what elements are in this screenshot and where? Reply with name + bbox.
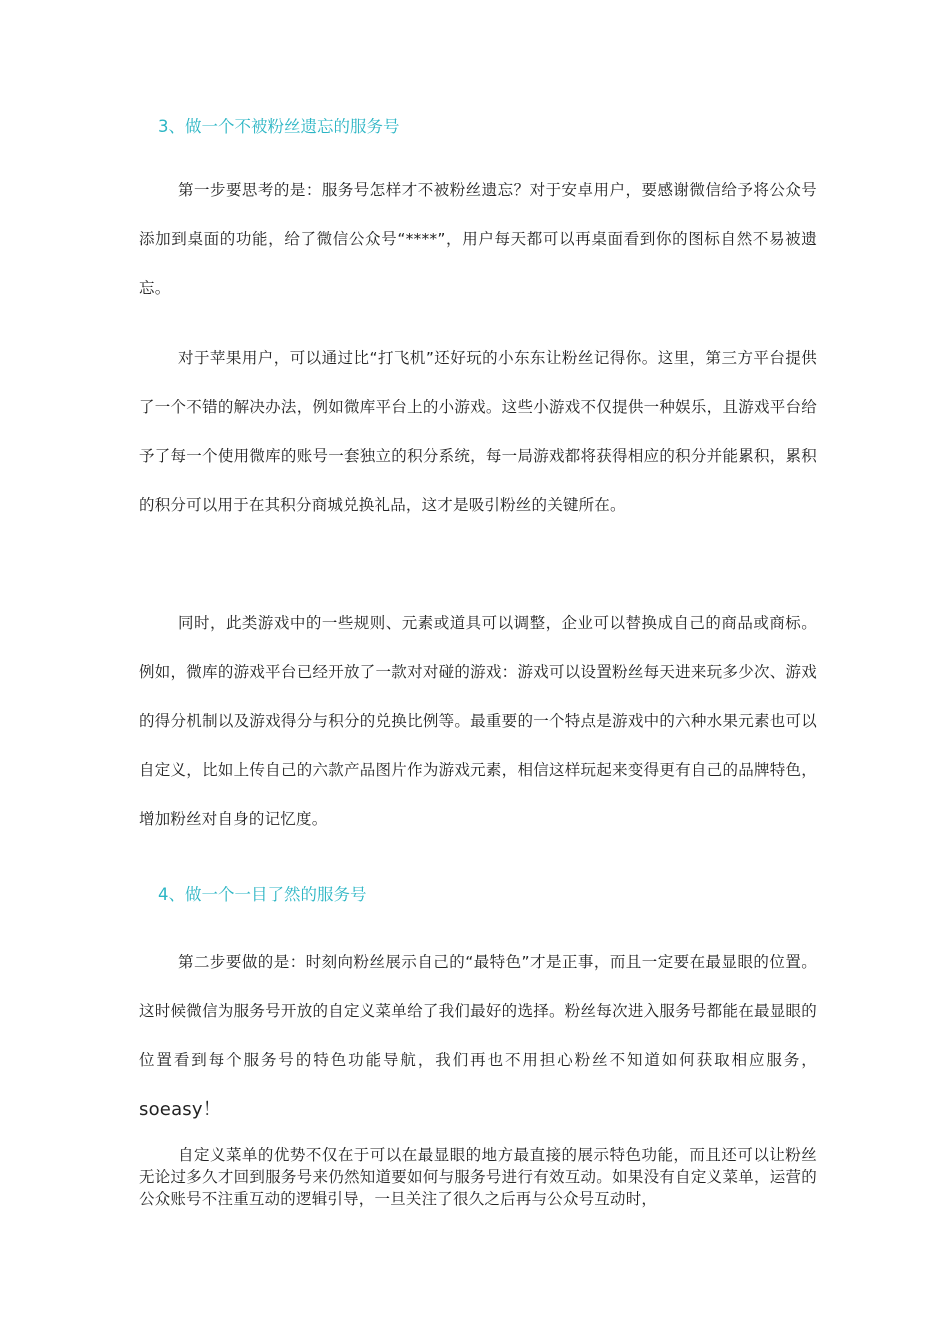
section4-paragraph-1-tail: soeasy！: [139, 1099, 221, 1120]
section4-paragraph-1: [139, 938, 817, 1135]
section-heading-4: 4、做一个一目了然的服务号: [158, 885, 367, 904]
section3-paragraph-3: 同时，此类游戏中的一些规则、元素或道具可以调整，企业可以替换成自己的商品或商标。例如，微库的游戏平台已经开放了一款对对碰的游戏：游戏可以设置粉丝每天进来玩多少次、游戏的得分机制以及游戏得分与积分的兑换比例等。最重要的一个特点是游戏中的六种水果元素也可以自定义，比如上传自己的六款产品图片作为游戏元素，相信这样玩起来变得更有自己的品牌特色，增加粉丝对自身的记忆度。: [139, 614, 817, 828]
section3-paragraph-2: 对于苹果用户，可以通过比“打飞机”还好玩的小东东让粉丝记得你。这里，第三方平台提供了一个不错的解决办法，例如微库平台上的小游戏。这些小游戏不仅提供一种娱乐，且游戏平台给予了每一个使用微库的账号一套独立的积分系统，每一局游戏都将获得相应的积分并能累积，累积的积分可以用于在其积分商城兑换礼品，这才是吸引粉丝的关键所在。: [139, 349, 817, 514]
section4-paragraph-1-main: 第二步要做的是：时刻向粉丝展示自己的“最特色”才是正事，而且一定要在最显眼的位置。这时候微信为服务号开放的自定义菜单给了我们最好的选择。粉丝每次进入服务号都能在最显眼的位置看到每个服务号的特色功能导航，我们再也不用担心粉丝不知道如何获取相应服务，: [139, 953, 817, 1069]
section3-paragraph-1: 第一步要思考的是：服务号怎样才不被粉丝遗忘？对于安卓用户，要感谢微信给予将公众号添加到桌面的功能，给了微信公众号“****”，用户每天都可以再桌面看到你的图标自然不易被遗忘。: [139, 181, 817, 297]
section4-paragraph-2: 自定义菜单的优势不仅在于可以在最显眼的地方最直接的展示特色功能，而且还可以让粉丝无论过多久才回到服务号来仍然知道要如何与服务号进行有效互动。如果没有自定义菜单，运营的公众账号不注重互动的逻辑引导，一旦关注了很久之后再与公众号互动时，: [139, 1146, 817, 1208]
section-heading-3: 3、做一个不被粉丝遗忘的服务号: [158, 117, 400, 136]
